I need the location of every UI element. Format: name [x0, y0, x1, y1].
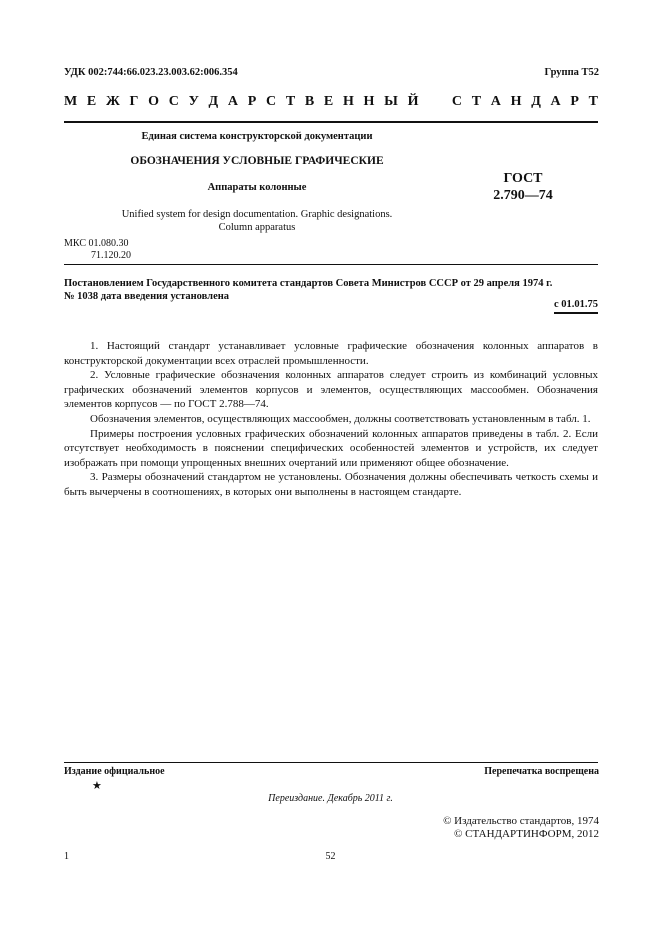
banner-letter: А — [490, 94, 501, 109]
banner-letter: Г — [129, 94, 139, 109]
banner-letter: Н — [342, 94, 354, 109]
gost-designation — [468, 170, 578, 204]
copyright-2: © СТАНДАРТИНФОРМ, 2012 — [454, 828, 599, 840]
decree-line-1: Постановлением Государственного комитета стандартов Совета Министров СССР от 29 апреля 1974 г. — [64, 278, 553, 289]
copyright-block — [443, 815, 599, 841]
standard-banner — [64, 94, 598, 110]
english-title-line2: Column apparatus — [218, 222, 296, 233]
udk-code: УДК 002:744:66.023.23.003.62:006.354 — [64, 67, 238, 78]
gost-label: ГОСТ — [503, 171, 543, 186]
banner-letter: Ж — [105, 94, 120, 109]
mks-code-2: 71.120.20 — [91, 250, 131, 261]
banner-letter: Ы — [384, 94, 398, 109]
banner-letter: Е — [323, 94, 334, 109]
banner-letter: М — [64, 94, 78, 109]
group-code: Группа Т52 — [544, 67, 599, 78]
paragraph: Примеры построения условных графических обозначений колонных аппаратов приведены в табл. 2. Если отсутствует необходимость в пояснении специфических особенностей элементов и устройств, их следует изображать при помощи упрощенных внешних очертаний или применяют общее обозначение. — [64, 427, 598, 469]
document-title: ОБОЗНАЧЕНИЯ УСЛОВНЫЕ ГРАФИЧЕСКИЕ — [130, 155, 384, 167]
banner-letter: С — [451, 94, 463, 109]
mks-code-1: 01.080.30 — [88, 238, 129, 249]
middle-divider — [64, 264, 598, 265]
banner-letter: С — [168, 94, 179, 109]
banner-letter: Т — [471, 94, 482, 109]
banner-letter: У — [188, 94, 199, 109]
banner-letter: Н — [510, 94, 522, 109]
gost-number: 2.790—74 — [493, 188, 553, 203]
document-subtitle: Аппараты колонные — [207, 182, 307, 193]
page-number-center: 52 — [325, 851, 336, 862]
banner-letter: Д — [208, 94, 219, 109]
paragraph: 3. Размеры обозначений стандартом не установлены. Обозначения должны обеспечивать четкость схемы и быть вычерчены в соотношениях, в которых они выполнены в настоящем стандарте. — [64, 471, 598, 498]
decree-text — [64, 277, 598, 303]
banner-letter: Е — [86, 94, 97, 109]
banner-gap — [428, 94, 442, 110]
banner-letter: Й — [407, 94, 419, 109]
mks-codes — [64, 238, 131, 262]
english-title-line1: Unified system for design documentation. Graphic designations. — [121, 209, 393, 220]
banner-letter: Т — [588, 94, 598, 109]
paragraph: 2. Условные графические обозначения колонных аппаратов следует строить из комбинаций условных графических обозначений элементов корпусов и элементов, осуществляющих массообмен. Обозначения элементов корпусов — по ГОСТ 2.788—74. — [64, 369, 598, 411]
effective-date: с 01.01.75 — [554, 299, 598, 314]
banner-letter: Р — [247, 94, 257, 109]
banner-letter: Р — [570, 94, 579, 109]
copyright-1: © Издательство стандартов, 1974 — [443, 815, 599, 827]
banner-letter: А — [227, 94, 239, 109]
reprint-prohibited: Перепечатка воспрещена — [484, 766, 599, 777]
top-divider — [64, 121, 598, 123]
banner-letter: В — [304, 94, 315, 109]
body-text — [64, 339, 598, 500]
banner-letter: О — [148, 94, 160, 109]
banner-letter: А — [550, 94, 561, 109]
paragraph: 1. Настоящий стандарт устанавливает условные графические обозначения колонных аппаратов в конструкторской документации всех отраслей промышленности. — [64, 340, 598, 367]
reissue-note: Переиздание. Декабрь 2011 г. — [268, 793, 393, 804]
bottom-divider — [64, 762, 598, 763]
page-number-left: 1 — [64, 851, 69, 862]
system-name: Единая система конструкторской документации — [141, 131, 373, 142]
official-edition: Издание официальное — [64, 766, 165, 777]
mks-label: МКС — [64, 238, 86, 249]
banner-letter: Т — [285, 94, 296, 109]
paragraph: Обозначения элементов, осуществляющих массообмен, должны соответствовать установленным в табл. 1. — [90, 412, 591, 425]
banner-letter: Н — [363, 94, 375, 109]
banner-letter: Д — [531, 94, 541, 109]
english-title — [64, 208, 450, 234]
decree-line-2: № 1038 дата введения установлена — [64, 291, 230, 302]
banner-letter: С — [265, 94, 277, 109]
star-icon: ★ — [92, 780, 102, 792]
